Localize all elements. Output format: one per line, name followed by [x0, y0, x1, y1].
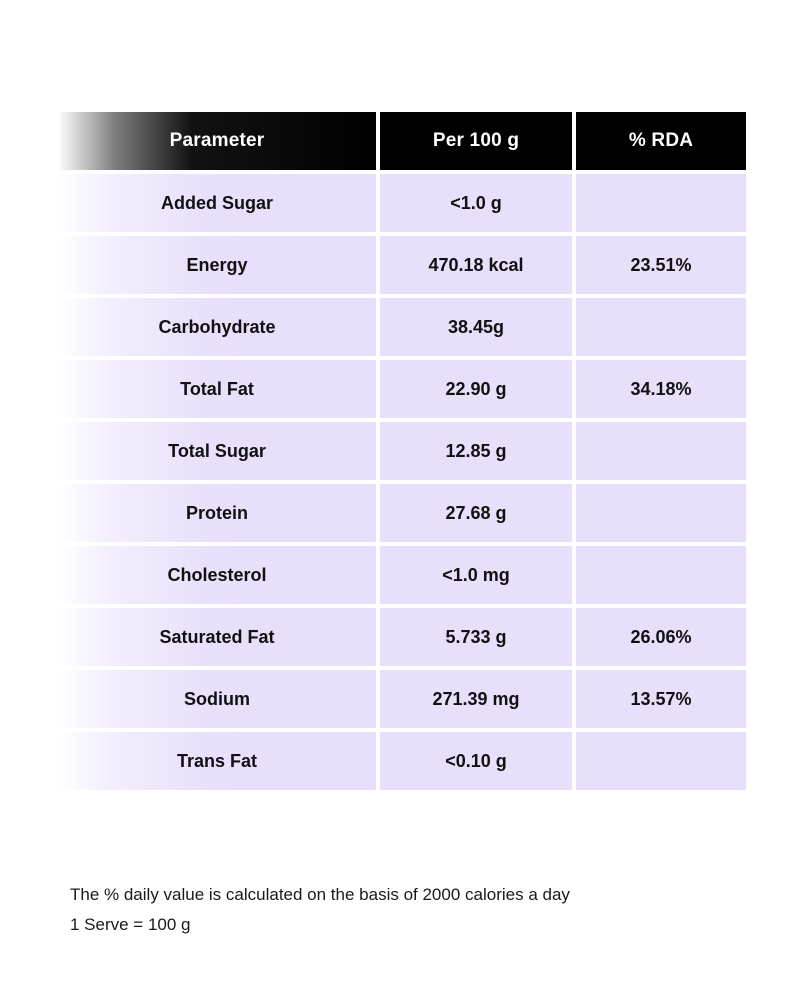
footnote-serve-size: 1 Serve = 100 g	[70, 914, 191, 934]
cell-per-100g: <1.0 mg	[380, 546, 572, 604]
table-row	[58, 608, 746, 666]
cell-per-100g: 22.90 g	[380, 360, 572, 418]
cell-parameter: Protein	[58, 484, 376, 542]
cell-per-100g: <0.10 g	[380, 732, 572, 790]
header-parameter: Parameter	[58, 112, 376, 170]
cell-parameter: Saturated Fat	[58, 608, 376, 666]
table-row	[58, 546, 746, 604]
table-row	[58, 422, 746, 480]
cell-per-100g: 470.18 kcal	[380, 236, 572, 294]
cell-rda: 26.06%	[576, 608, 746, 666]
cell-per-100g: <1.0 g	[380, 174, 572, 232]
cell-rda	[576, 546, 746, 604]
cell-per-100g: 271.39 mg	[380, 670, 572, 728]
footnote	[70, 880, 770, 940]
cell-parameter: Sodium	[58, 670, 376, 728]
table-row	[58, 236, 746, 294]
table-body	[58, 174, 746, 790]
cell-rda	[576, 732, 746, 790]
table-row	[58, 732, 746, 790]
cell-rda: 13.57%	[576, 670, 746, 728]
table-row	[58, 174, 746, 232]
table-row	[58, 298, 746, 356]
table-row	[58, 484, 746, 542]
header-per-100g: Per 100 g	[380, 112, 572, 170]
header-rda: % RDA	[576, 112, 746, 170]
cell-rda: 23.51%	[576, 236, 746, 294]
cell-rda	[576, 174, 746, 232]
cell-rda	[576, 298, 746, 356]
cell-parameter: Total Fat	[58, 360, 376, 418]
cell-parameter: Energy	[58, 236, 376, 294]
nutrition-table-container	[54, 108, 750, 794]
table-header	[58, 112, 746, 170]
table-header-row	[58, 112, 746, 170]
cell-parameter: Cholesterol	[58, 546, 376, 604]
cell-per-100g: 12.85 g	[380, 422, 572, 480]
table-row	[58, 670, 746, 728]
cell-per-100g: 5.733 g	[380, 608, 572, 666]
cell-per-100g: 27.68 g	[380, 484, 572, 542]
cell-rda	[576, 484, 746, 542]
cell-per-100g: 38.45g	[380, 298, 572, 356]
cell-parameter: Carbohydrate	[58, 298, 376, 356]
cell-parameter: Total Sugar	[58, 422, 376, 480]
nutrition-table	[54, 108, 750, 794]
cell-rda: 34.18%	[576, 360, 746, 418]
table-row	[58, 360, 746, 418]
cell-rda	[576, 422, 746, 480]
footnote-daily-value: The % daily value is calculated on the basis of 2000 calories a day	[70, 885, 570, 904]
cell-parameter: Trans Fat	[58, 732, 376, 790]
cell-parameter: Added Sugar	[58, 174, 376, 232]
